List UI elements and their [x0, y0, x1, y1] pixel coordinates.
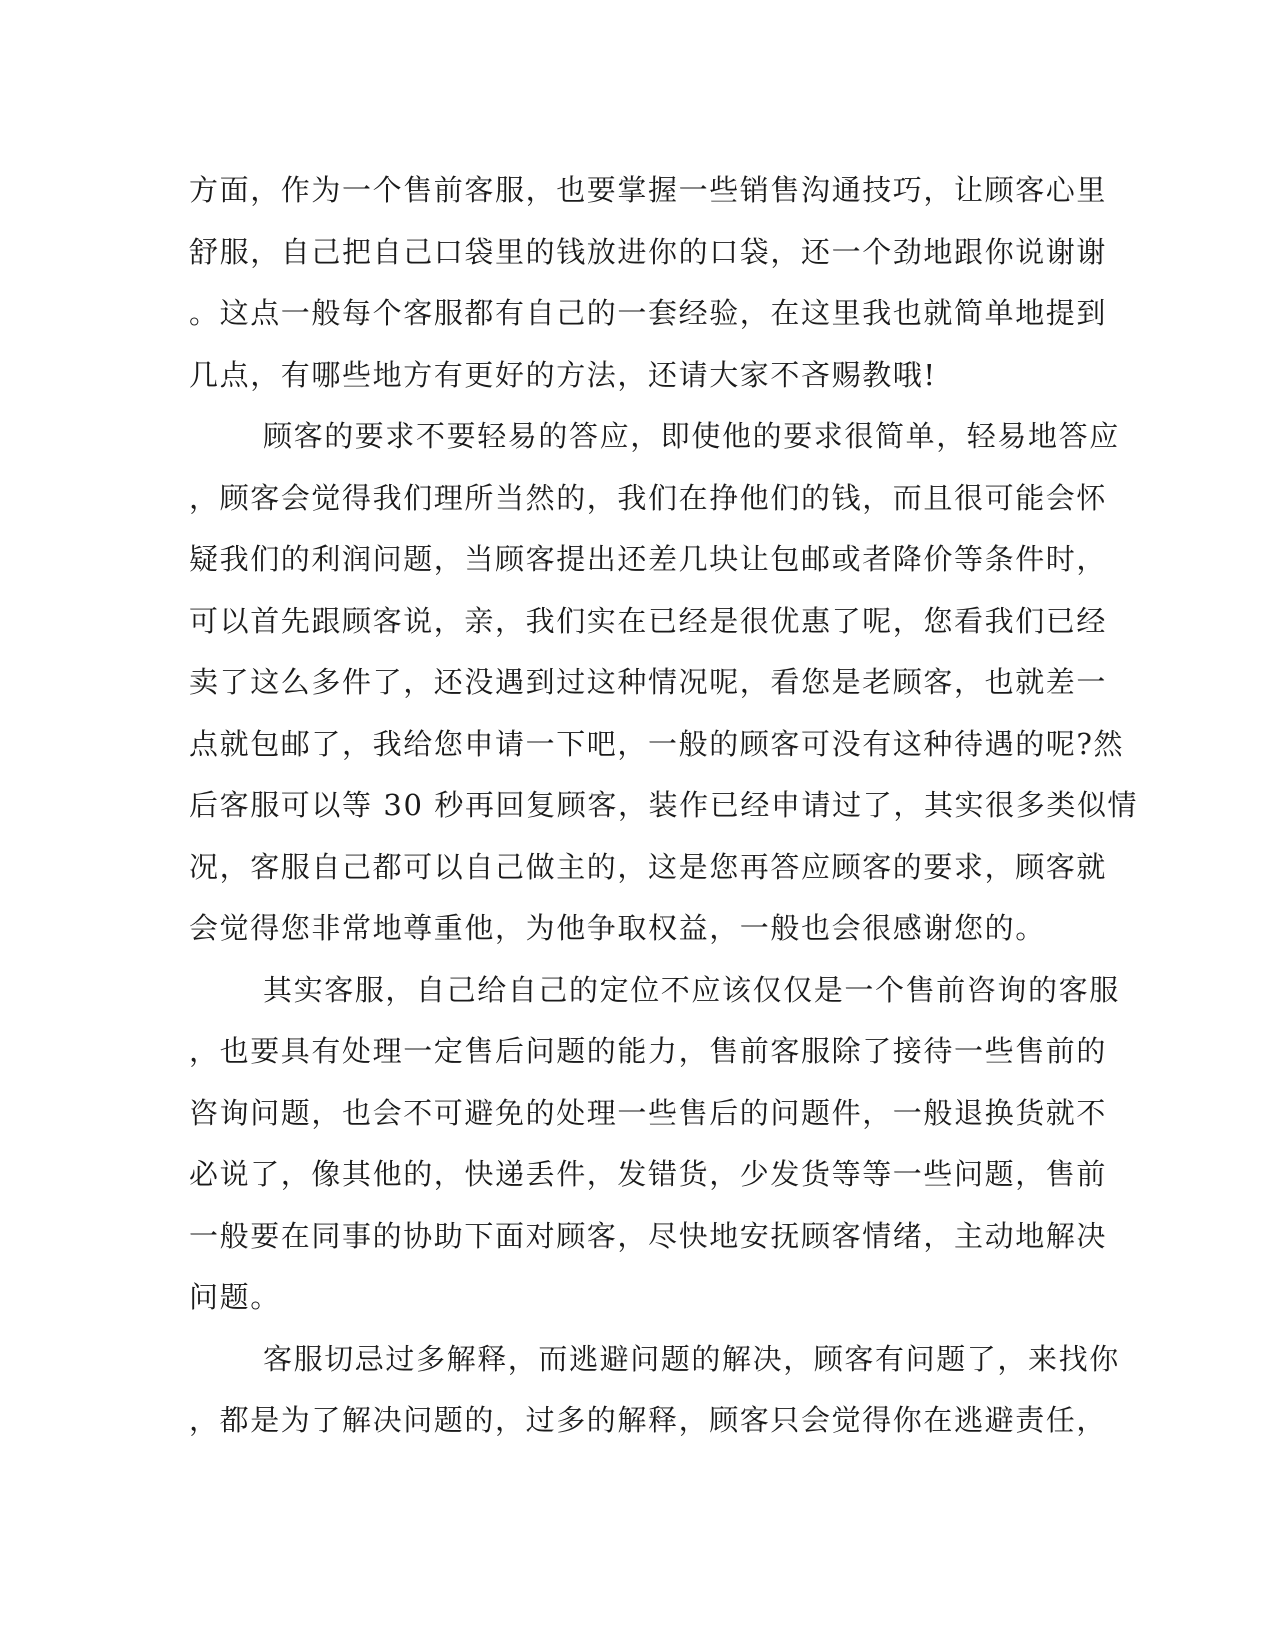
- body-text: [189, 160, 1139, 1452]
- text-line: 舒服，自己把自己口袋里的钱放进你的口袋，还一个劲地跟你说谢谢: [189, 234, 1108, 269]
- text-line: 卖了这么多件了，还没遇到过这种情况呢，看您是老顾客，也就差一: [189, 665, 1108, 699]
- text-line: ，也要具有处理一定售后问题的能力，售前客服除了接待一些售前的: [189, 1034, 1108, 1068]
- text-line: 可以首先跟顾客说，亲，我们实在已经是很优惠了呢，您看我们已经: [189, 603, 1108, 638]
- text-line: 况，客服自己都可以自己做主的，这是您再答应顾客的要求，顾客就: [189, 849, 1108, 884]
- text-line: ，都是为了解决问题的，过多的解释，顾客只会觉得你在逃避责任，: [189, 1403, 1108, 1437]
- text-line: 后客服可以等 30 秒再回复顾客，装作已经申请过了，其实很多类似情: [189, 788, 1139, 822]
- text-line: 。这点一般每个客服都有自己的一套经验，在这里我也就简单地提到: [189, 296, 1108, 330]
- paragraph-start-line: 其实客服，自己给自己的定位不应该仅仅是一个售前咨询的客服: [263, 972, 1120, 1007]
- text-line: 点就包邮了，我给您申请一下吧，一般的顾客可没有这种待遇的呢?然: [189, 726, 1125, 761]
- text-line: 会觉得您非常地尊重他，为他争取权益，一般也会很感谢您的。: [189, 911, 1046, 945]
- text-line: 问题。: [189, 1280, 281, 1314]
- text-line: 咨询问题，也会不可避免的处理一些售后的问题件，一般退换货就不: [189, 1095, 1108, 1130]
- text-line: 方面，作为一个售前客服，也要掌握一些销售沟通技巧，让顾客心里: [189, 173, 1108, 207]
- text-line: 必说了，像其他的，快递丢件，发错货，少发货等等一些问题，售前: [189, 1157, 1108, 1191]
- text-line: ，顾客会觉得我们理所当然的，我们在挣他们的钱，而且很可能会怀: [189, 480, 1108, 515]
- text-line: 疑我们的利润问题，当顾客提出还差几块让包邮或者降价等条件时，: [189, 542, 1108, 576]
- text-line: 一般要在同事的协助下面对顾客，尽快地安抚顾客情绪，主动地解决: [189, 1218, 1108, 1253]
- paragraph-start-line: 客服切忌过多解释，而逃避问题的解决，顾客有问题了，来找你: [263, 1341, 1120, 1376]
- paragraph-start-line: 顾客的要求不要轻易的答应，即使他的要求很简单，轻易地答应: [263, 419, 1120, 453]
- text-line: 几点，有哪些地方有更好的方法，还请大家不吝赐教哦!: [189, 357, 937, 392]
